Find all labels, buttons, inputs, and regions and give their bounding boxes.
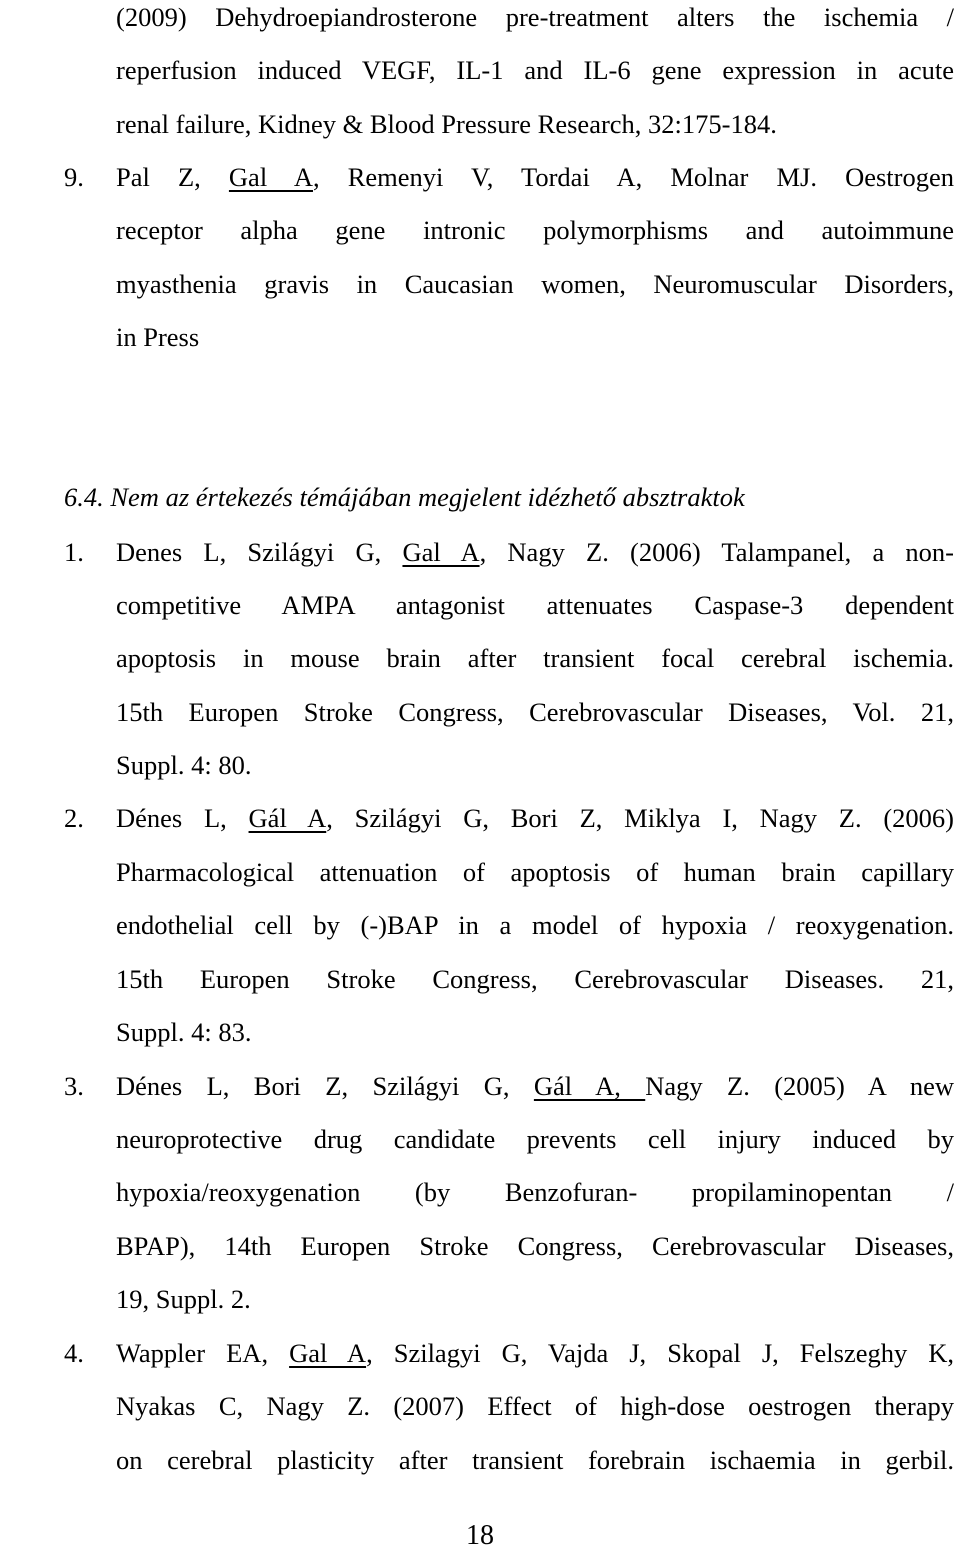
underlined-author: Gal A bbox=[289, 1338, 367, 1368]
reference-authors-rest: , Remenyi V, Tordai A, Molnar MJ. Oestrogen bbox=[312, 162, 955, 192]
abstract-authors: Dénes L, bbox=[116, 803, 249, 833]
abstract-line: Nyakas C, Nagy Z. (2007) Effect of high-dose oestrogen therapy bbox=[116, 1391, 954, 1421]
abstract-line: Suppl. 4: 83. bbox=[116, 1017, 252, 1047]
abstract-authors: Dénes L, Bori Z, Szilágyi G, bbox=[116, 1071, 534, 1101]
abstract-line bbox=[116, 1069, 954, 1103]
abstract-authors-rest: Nagy Z. (2005) A new bbox=[645, 1071, 954, 1101]
abstract-authors: Wappler EA, bbox=[116, 1338, 290, 1368]
reference-number: 9. bbox=[64, 162, 84, 192]
abstract-line: endothelial cell by (-)BAP in a model of hypoxia / reoxygenation. bbox=[116, 910, 954, 940]
abstract-number: 4. bbox=[64, 1338, 84, 1368]
reference-line bbox=[116, 160, 954, 194]
abstract-line: 15th Europen Stroke Congress, Cerebrovascular Diseases. 21, bbox=[116, 964, 954, 994]
section-heading bbox=[64, 480, 745, 514]
abstract-line: 15th Europen Stroke Congress, Cerebrovascular Diseases, Vol. 21, bbox=[116, 697, 954, 727]
reference-line: renal failure, Kidney & Blood Pressure Research, 32:175-184. bbox=[116, 109, 777, 139]
abstract-authors-rest: , Szilagyi G, Vajda J, Skopal J, Felszeghy K, bbox=[366, 1338, 955, 1368]
reference-line: receptor alpha gene intronic polymorphisms and autoimmune bbox=[116, 215, 954, 245]
reference-line: (2009) Dehydroepiandrosterone pre-treatment alters the ischemia / bbox=[116, 2, 954, 32]
reference-line: myasthenia gravis in Caucasian women, Neuromuscular Disorders, bbox=[116, 269, 954, 299]
abstract-line: hypoxia/reoxygenation (by Benzofuran- propilaminopentan / bbox=[116, 1177, 954, 1207]
abstract-number: 2. bbox=[64, 803, 84, 833]
abstract-authors-rest: , Szilágyi G, Bori Z, Miklya I, Nagy Z. (2006) bbox=[326, 803, 954, 833]
abstract-authors: Denes L, Szilágyi G, bbox=[116, 537, 403, 567]
section-title: Nem az értekezés témájában megjelent idézhető absztraktok bbox=[110, 482, 745, 512]
reference-line: reperfusion induced VEGF, IL-1 and IL-6 gene expression in acute bbox=[116, 55, 954, 85]
abstract-line: on cerebral plasticity after transient forebrain ischaemia in gerbil. bbox=[116, 1445, 954, 1475]
section-number: 6.4. bbox=[64, 482, 104, 512]
abstract-line: competitive AMPA antagonist attenuates Caspase-3 dependent bbox=[116, 590, 954, 620]
abstract-line: Pharmacological attenuation of apoptosis of human brain capillary bbox=[116, 857, 954, 887]
abstract-line: apoptosis in mouse brain after transient focal cerebral ischemia. bbox=[116, 643, 954, 673]
underlined-author: Gal A bbox=[228, 162, 313, 192]
abstract-authors-rest: , Nagy Z. (2006) Talampanel, a non- bbox=[479, 537, 954, 567]
abstract-line bbox=[116, 801, 954, 835]
reference-authors: Pal Z, bbox=[116, 162, 229, 192]
page-number: 18 bbox=[466, 1520, 494, 1551]
abstract-line: neuroprotective drug candidate prevents cell injury induced by bbox=[116, 1124, 954, 1154]
abstract-number: 1. bbox=[64, 537, 84, 567]
underlined-author: Gal A bbox=[402, 537, 480, 567]
abstract-line bbox=[116, 535, 954, 569]
abstract-number: 3. bbox=[64, 1071, 84, 1101]
abstract-line bbox=[116, 1336, 954, 1370]
underlined-author: Gál A, bbox=[533, 1071, 646, 1101]
underlined-author: Gál A bbox=[248, 803, 327, 833]
abstract-line: 19, Suppl. 2. bbox=[116, 1284, 251, 1314]
abstract-line: BPAP), 14th Europen Stroke Congress, Cerebrovascular Diseases, bbox=[116, 1231, 954, 1261]
reference-line: in Press bbox=[116, 322, 200, 352]
abstract-line: Suppl. 4: 80. bbox=[116, 750, 252, 780]
